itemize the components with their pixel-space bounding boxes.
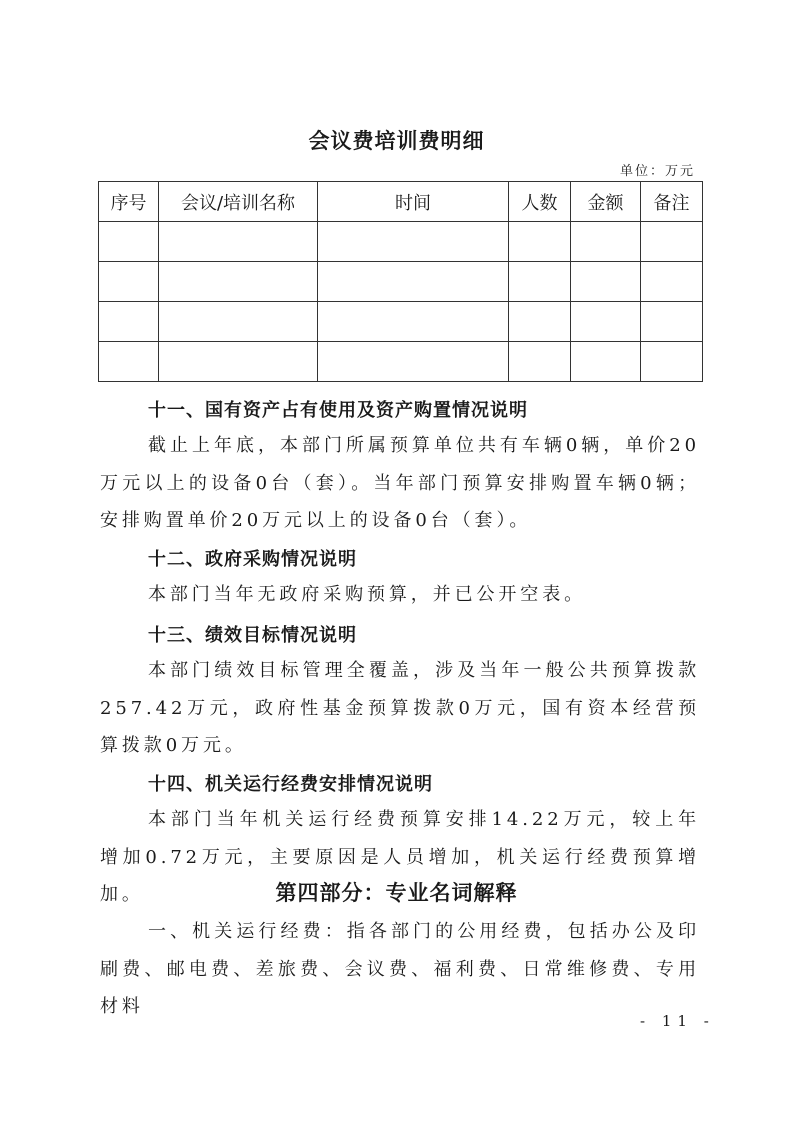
table-cell bbox=[571, 302, 641, 342]
section-body-operating-expenses: 本部门当年机关运行经费预算安排14.22万元，较上年增加0.72万元，主要原因是人员增加，机关运行经费预算增加。 bbox=[100, 809, 700, 905]
table-cell bbox=[509, 222, 571, 262]
col-header-people: 人数 bbox=[509, 182, 571, 222]
table-header-row bbox=[99, 182, 703, 222]
unit-label: 单位：万元 bbox=[619, 164, 695, 179]
part-four-heading: 第四部分：专业名词解释 bbox=[275, 880, 518, 905]
table-cell bbox=[159, 222, 318, 262]
table-cell bbox=[641, 222, 703, 262]
table-cell bbox=[99, 342, 159, 382]
table-cell bbox=[509, 302, 571, 342]
table-title: 会议费培训费明细 bbox=[308, 128, 485, 153]
table-cell bbox=[571, 262, 641, 302]
table-row bbox=[99, 302, 703, 342]
section-body-assets: 截止上年底，本部门所属预算单位共有车辆0辆，单价20万元以上的设备0台（套）。当年部门预算安排购置车辆0辆；安排购置单价20万元以上的设备0台（套）。 bbox=[100, 435, 700, 531]
table-cell bbox=[318, 302, 509, 342]
section-heading-performance: 十三、绩效目标情况说明 bbox=[148, 625, 357, 646]
table-cell bbox=[99, 222, 159, 262]
table-cell bbox=[159, 302, 318, 342]
page-number: - 11 - bbox=[640, 1012, 715, 1030]
part-four-body: 一、机关运行经费：指各部门的公用经费，包括办公及印刷费、邮电费、差旅费、会议费、福利费、日常维修费、专用材料 bbox=[100, 921, 700, 1017]
table-cell bbox=[318, 222, 509, 262]
col-header-name: 会议/培训名称 bbox=[159, 182, 318, 222]
table-cell bbox=[318, 262, 509, 302]
col-header-time: 时间 bbox=[318, 182, 509, 222]
table-cell bbox=[159, 342, 318, 382]
section-body-performance: 本部门绩效目标管理全覆盖，涉及当年一般公共预算拨款257.42万元，政府性基金预算拨款0万元，国有资本经营预算拨款0万元。 bbox=[100, 660, 700, 756]
col-header-amount: 金额 bbox=[571, 182, 641, 222]
table-row bbox=[99, 222, 703, 262]
table-cell bbox=[99, 302, 159, 342]
table-cell bbox=[641, 342, 703, 382]
table-cell bbox=[571, 222, 641, 262]
section-body-procurement: 本部门当年无政府采购预算，并已公开空表。 bbox=[148, 584, 586, 605]
col-header-remark: 备注 bbox=[641, 182, 703, 222]
section-heading-assets: 十一、国有资产占有使用及资产购置情况说明 bbox=[148, 400, 528, 421]
section-heading-operating-expenses: 十四、机关运行经费安排情况说明 bbox=[148, 774, 433, 795]
col-header-index: 序号 bbox=[99, 182, 159, 222]
section-heading-procurement: 十二、政府采购情况说明 bbox=[148, 549, 357, 570]
table-cell bbox=[318, 342, 509, 382]
table-cell bbox=[99, 262, 159, 302]
table-row bbox=[99, 342, 703, 382]
table-cell bbox=[641, 302, 703, 342]
table-cell bbox=[509, 262, 571, 302]
table-cell bbox=[159, 262, 318, 302]
table-cell bbox=[509, 342, 571, 382]
table-cell bbox=[571, 342, 641, 382]
meeting-training-table bbox=[98, 181, 703, 382]
table-cell bbox=[641, 262, 703, 302]
table-row bbox=[99, 262, 703, 302]
